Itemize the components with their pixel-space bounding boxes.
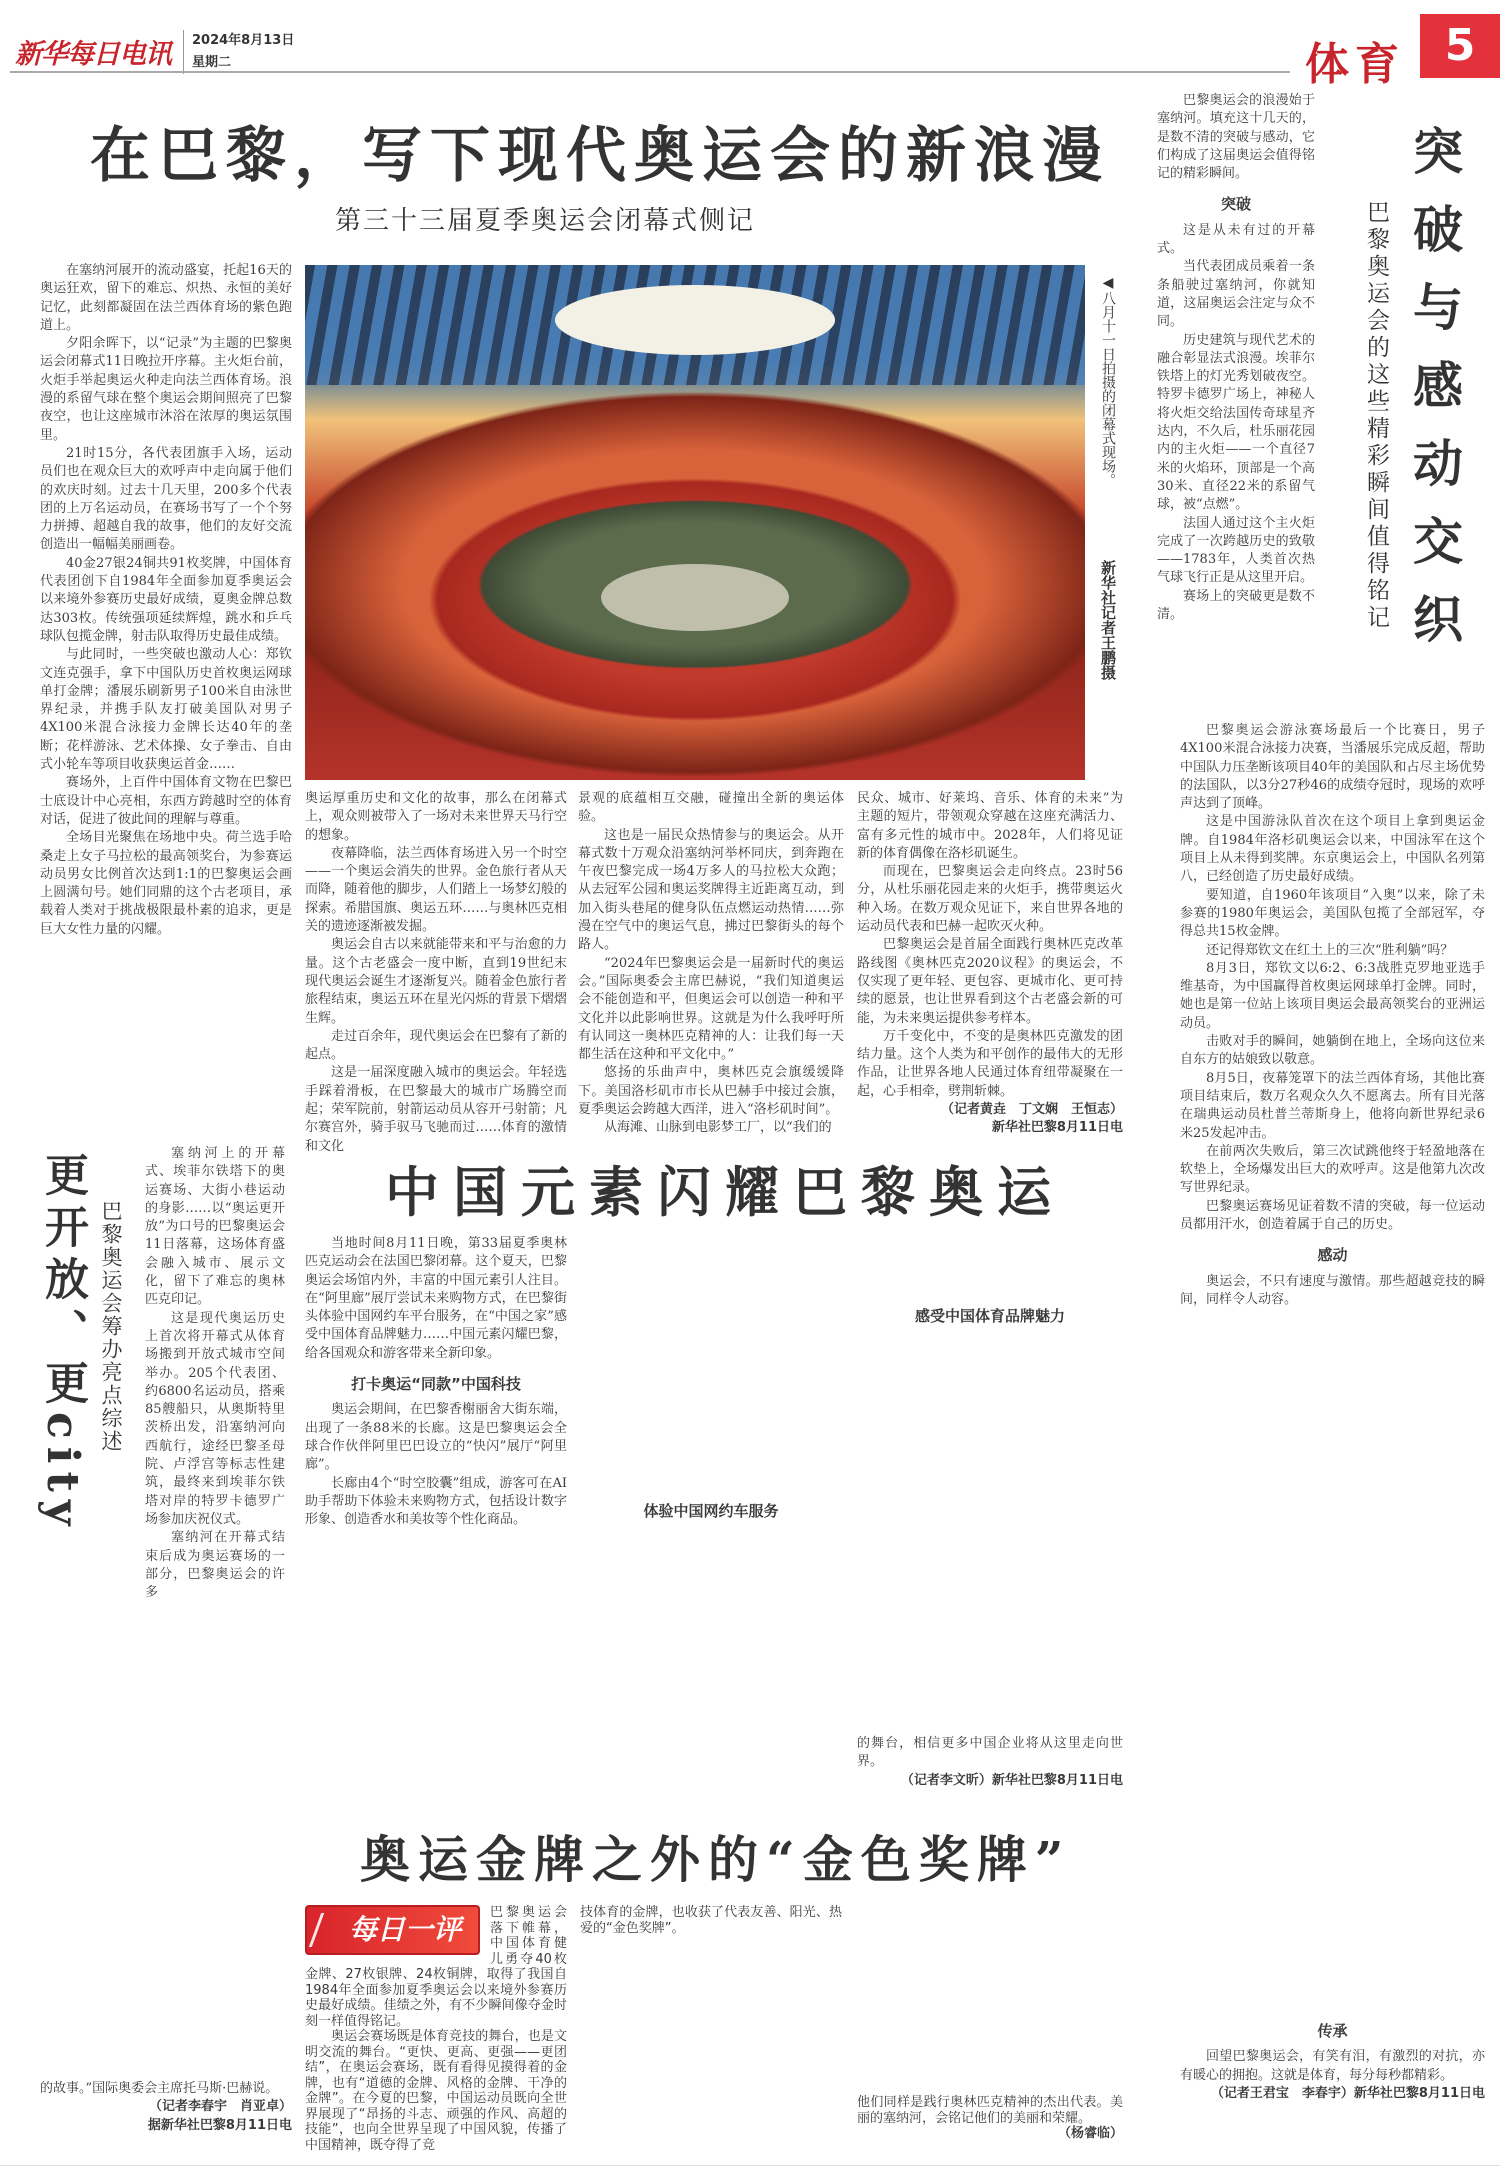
header-rule: [10, 71, 1290, 73]
paragraph: 赛场上的突破更是数不清。: [1157, 588, 1315, 623]
paragraph: 这是中国游泳队首次在这个项目上拿到奥运金牌。自1984年洛杉矶奥运会以来，中国泳军在这个项目上从未得到奖牌。东京奥运会上，中国队名列第八，已经创造了历史最好成绩。: [1180, 814, 1485, 885]
paragraph: “2024年巴黎奥运会是一届新时代的奥运会。”国际奥委会主席巴赫说，“我们知道奥运会不能创造和平，但奥运会可以创造一种和平文化并以此影响世界。这就是为什么我呼吁所有认同这一奥林匹克精神的人：让我们每一天都生活在这种和平文化中。”: [578, 955, 844, 1063]
paragraph: 与此同时，一些突破也激动人心：郑钦文连克强手，拿下中国队历史首枚奥运网球单打金牌；潘展乐刷新男子100米自由泳世界纪录，并携手队友打破美国队对男子4X100米混合泳接力金牌长达40年的垄断；花样游泳、艺术体操、女子拳击、自由式小轮车等项目收获奥运首金……: [40, 647, 292, 773]
paragraph: 在前两次失败后，第三次试跳他终于轻盈地落在软垫上，全场爆发出巨大的欢呼声。这是他第九次改写世界纪录。: [1180, 1143, 1485, 1196]
paragraph: 奥运会期间，在巴黎香榭丽舍大街东端，出现了一条88米的长廊。这是巴黎奥运会全球合作伙伴阿里巴巴设立的“快闪”展厅“阿里廊”。: [305, 1402, 567, 1473]
paragraph: 这也是一届民众热情参与的奥运会。从开幕式数十万观众沿塞纳河举杯同庆，到奔跑在午夜巴黎完成一场4万多人的马拉松大众跑；从去冠军公园和奥运奖牌得主近距离互动，到加入街头巷尾的健身队伍点燃运动热情……弥漫在空气中的奥运气息，拂过巴黎街头的每个路人。: [578, 827, 844, 953]
paragraph: 奥运厚重历史和文化的故事，那么在闭幕式上，观众则被带入了一场对未来世界天马行空的想象。: [305, 791, 567, 843]
commentary-column-1: [305, 1905, 567, 2153]
paragraph: 回望巴黎奥运会，有笑有泪，有激烈的对抗，亦有暖心的拥抱。这就是体育，每分每秒都精彩。: [1180, 2049, 1485, 2083]
closing-ceremony-photo: [305, 265, 1085, 780]
paragraph: 这是一届深度融入城市的奥运会。年轻选手踩着滑板，在巴黎最大的城市广场腾空而起；荣军院前，射箭运动员从容开弓射箭；凡尔赛宫外，骑手驭马飞驰而过……体育的激情和文化: [305, 1065, 567, 1154]
daily-commentary-badge: [305, 1905, 480, 1955]
subhead: 传承: [1317, 2022, 1348, 2040]
paragraph: 从海滩、山脉到电影梦工厂，以“我们的: [604, 1120, 832, 1136]
paragraph: 击败对手的瞬间，她躺倒在地上，全场向这位来自东方的姑娘致以敬意。: [1180, 1034, 1485, 1068]
photo-caption: ◀八月十一日拍摄的闭幕式现场。: [1100, 275, 1116, 487]
paragraph: 塞纳河在开幕式结束后成为奥运赛场的一部分，巴黎奥运会的许多: [145, 1530, 285, 1601]
right-feature-title: 突破与感动交织: [1405, 125, 1464, 671]
paragraph: 赛场外，上百件中国体育文物在巴黎巴士底设计中心亮相，东西方跨越时空的体育对话，促进了彼此间的理解与尊重。: [40, 775, 292, 827]
paragraph: 塞纳河上的开幕式、埃菲尔铁塔下的奥运赛场、大街小巷运动的身影……以“奥运更开放”为口号的巴黎奥运会11日落幕，这场体育盛会融入城市、展示文化，留下了难忘的奥林匹克印记。: [145, 1146, 285, 1308]
paragraph: 长廊由4个“时空胶囊”组成，游客可在AI助手帮助下体验未来购物方式，包括设计数字形象、创造香水和美妆等个性化商品。: [305, 1475, 567, 1528]
weekday: 星期二: [192, 55, 232, 70]
paragraph: 还记得郑钦文在红土上的三次“胜利躺”吗？: [1206, 942, 1454, 958]
subhead: 体验中国网约车服务: [643, 1502, 779, 1520]
lead-column-2: [305, 790, 567, 1156]
byline: （记者李文昕）新华社巴黎8月11日电: [900, 1772, 1123, 1788]
paragraph: 这是现代奥运历史上首次将开幕式从体育场搬到开放式城市空间举办。205个代表团、约6800名运动员，搭乘85艘船只，从奥斯特里茨桥出发，沿塞纳河向西航行，途经巴黎圣母院、卢浮宫等标志性建筑，最终来到埃菲尔铁塔对岸的特罗卡德罗广场参加庆祝仪式。: [145, 1310, 285, 1527]
right-feature-lower: [1180, 722, 1485, 1309]
paragraph: 8月3日，郑钦文以6:2、6:3战胜克罗地亚选手维基奇，为中国赢得首枚奥运网球单打金牌。同时，她也是第一位站上该项目奥运会最高领奖台的亚洲运动员。: [1180, 960, 1485, 1031]
city-feature-subtitle: 巴黎奥运会筹办亮点综述: [99, 1200, 123, 1453]
commentary-headline: 奥运金牌之外的“金色奖牌”: [360, 1830, 1072, 1889]
paragraph: 民众、城市、好莱坞、音乐、体育的未来”为主题的短片，带领观众穿越在这座充满活力、富有多元性的城市中。2028年，人们将见证新的体育偶像在洛杉矶诞生。: [857, 791, 1123, 861]
subhead: 打卡奥运“同款”中国科技: [351, 1375, 521, 1394]
paragraph: 巴黎奥运会的浪漫始于塞纳河。填充这十几天的，是数不清的突破与感动，它们构成了这届奥运会值得铭记的精彩瞬间。: [1157, 93, 1315, 182]
subhead: 突破: [1220, 195, 1251, 214]
page-bottom-rule: [0, 2165, 1500, 2166]
byline: （记者黄垚 丁文娴 王恒志）: [940, 1102, 1123, 1118]
china-column-1: [305, 1235, 567, 1529]
paragraph: 奥运会，不只有速度与激情。那些超越竞技的瞬间，同样令人动容。: [1180, 1273, 1485, 1307]
paragraph: 巴黎奥运赛场见证着数不清的突破，每一位运动员都用汗水，创造着属于自己的历史。: [1180, 1198, 1485, 1233]
badge-label: 每日一评: [349, 1913, 462, 1946]
paragraph: 全场目光聚焦在场地中央。荷兰选手哈桑走上女子马拉松的最高领奖台，为参赛运动员男女比例首次达到1:1的巴黎奥运会画上圆满句号。她们同鼎的这个古老项目，承载着人类对于挑战极限最朴素的追求，更是巨大女性力量的闪耀。: [40, 830, 292, 937]
lead-column-3: [578, 790, 844, 1138]
lead-subheadline: 第三十三届夏季奥运会闭幕式侧记: [335, 206, 756, 236]
city-feature-title: 更开放、更city: [37, 1152, 88, 1534]
paragraph: 巴黎奥运会是首届全面践行奥林匹克改革路线图《奥林匹克2020议程》的奥运会，不仅实现了更年轻、更包容、更城市化、更可持续的愿景，也让世界看到这个古老盛会新的可能，为未来奥运提供参考样本。: [857, 937, 1123, 1026]
lead-headline: 在巴黎，写下现代奥运会的新浪漫: [90, 121, 1110, 191]
paragraph: 技体育的金牌，也收获了代表友善、阳光、热爱的“金色奖牌”。: [580, 1905, 842, 1936]
paragraph: 巴黎奥运会游泳赛场最后一个比赛日，男子4X100米混合泳接力决赛，当潘展乐完成反超，帮助中国队力压垄断该项目40年的美国队和占尽主场优势的法国队，以3分27秒46的成绩夺冠时，现场的欢呼声达到了顶峰。: [1180, 723, 1485, 812]
paragraph: 历史建筑与现代艺术的融合彰显法式浪漫。埃菲尔铁塔上的灯光秀划破夜空。特罗卡德罗广场上，神秘人将火炬交给法国传奇球星齐达内，不久后，杜乐丽花园内的主火炬——一个直径7米的火焰环，顶部是一个高30米、直径22米的系留气球，被“点燃”。: [1157, 332, 1315, 513]
section-label: 体育: [1305, 39, 1405, 90]
page-number: 5: [1420, 14, 1500, 78]
photo-credit: 新华社记者王鹏摄: [1099, 560, 1117, 680]
subhead: 感受中国体育品牌魅力: [914, 1307, 1065, 1325]
china-column-3-end: [857, 1735, 1123, 1790]
date: 2024年8月13日: [192, 33, 295, 48]
paragraph: 巴黎奥运会落下帷幕，中国体育健儿勇夺40枚金牌、27枚银牌、24枚铜牌，取得了我国自1984年全面参加夏季奥运会以来境外参赛历史最好成绩。佳绩之外，有不少瞬间像夺金时刻一样值得铭记。: [305, 1905, 567, 2029]
paragraph: 要知道，自1960年该项目“入奥”以来，除了未参赛的1980年奥运会，美国队包揽了全部冠军，夺得总共15枚金牌。: [1180, 887, 1485, 940]
paragraph: 当代表团成员乘着一条条船驶过塞纳河，你就知道，这届奥运会注定与众不同。: [1157, 259, 1315, 330]
paragraph: 走过百余年，现代奥运会在巴黎有了新的起点。: [305, 1028, 567, 1063]
china-column-2: [580, 1490, 842, 1528]
paragraph: 而现在，巴黎奥运会走向终点。23时56分，从杜乐丽花园走来的火炬手，携带奥运火种入场。在数万观众见证下，来自世界各地的运动员代表和巴赫一起吹灭火种。: [857, 864, 1123, 935]
byline: （杨睿临）: [1057, 2126, 1123, 2141]
pen-icon: [309, 1913, 345, 1947]
issue-date: [183, 30, 294, 74]
subhead: 感动: [1317, 1246, 1348, 1265]
paragraph: 的故事。”国际奥委会主席托马斯·巴赫说。: [40, 2081, 279, 2096]
right-feature-upper: [1157, 92, 1315, 624]
paragraph: 奥运会自古以来就能带来和平与治愈的力量。这个古老盛会一度中断，直到19世纪末现代奥运会诞生才逐渐复兴。随着金色旅行者旅程结束，奥运五环在星光闪烁的背景下熠熠生辉。: [305, 937, 567, 1026]
paragraph: 40金27银24铜共91枚奖牌，中国体育代表团创下自1984年全面参加夏季奥运会以来境外参赛历史最好成绩，夏奥金牌总数达303枚。传统强项延续辉煌，跳水和乒乓球队包揽金牌，射击队取得历史最佳成绩。: [40, 555, 292, 644]
paragraph: 的舞台，相信更多中国企业将从这里走向世界。: [857, 1736, 1123, 1770]
city-feature-text: [145, 1145, 285, 1602]
china-headline: 中国元素闪耀巴黎奥运: [385, 1160, 1065, 1224]
paragraph: 法国人通过这个主火炬完成了一次跨越历史的致敬——1783年，人类首次热气球飞行正是从这里开启。: [1157, 515, 1315, 586]
masthead-logo: [15, 32, 171, 71]
paragraph: 8月5日，夜幕笼罩下的法兰西体育场，其他比赛项目结束后，数万名观众久久不愿离去。所有目光落在瑞典运动员杜普兰蒂斯身上，他将向新世界纪录6米25发起冲击。: [1180, 1070, 1485, 1141]
byline: （记者王君宝 李春宇）新华社巴黎8月11日电: [1210, 2085, 1485, 2101]
paragraph: 奥运会赛场既是体育竞技的舞台，也是文明交流的舞台。“更快、更高、更强——更团结”，在奥运会赛场，既有看得见摸得着的金牌，也有“道德的金牌、风格的金牌、干净的金牌”。在今夏的巴黎，中国运动员既向全世界展现了“昂扬的斗志、顽强的作风、高超的技能”，也向全世界呈现了中国风貌，传播了中国精神，既夺得了竞: [305, 2029, 567, 2153]
paragraph: 21时15分，各代表团旗手入场，运动员们也在观众巨大的欢呼声中走向属于他们的欢庆时刻。过去十几天里，200多个代表团的上万名运动员，在赛场书写了一个个努力拼搏、超越自我的故事，他们的友好交流创造出一幅幅美丽画卷。: [40, 445, 292, 553]
china-column-3: [857, 1295, 1123, 1333]
paragraph: 在塞纳河展开的流动盛宴，托起16天的奥运狂欢，留下的难忘、炽热、永恒的美好记忆，此刻都凝固在法兰西体育场的紫色跑道上。: [40, 263, 292, 333]
commentary-column-3-end: [857, 2095, 1123, 2142]
paragraph: 万千变化中，不变的是奥林匹克激发的团结力量。这个人类为和平创作的最伟大的无形作品，让世界各地人民通过体育纽带凝聚在一起，心手相牵，劈荆斩棘。: [857, 1028, 1123, 1099]
dateline: 新华社巴黎8月11日电: [991, 1120, 1123, 1136]
commentary-column-2: [580, 1905, 842, 1936]
paragraph: 他们同样是践行奥林匹克精神的杰出代表。美丽的塞纳河，会铭记他们的美丽和荣耀。: [857, 2095, 1123, 2126]
lead-column-4: [857, 790, 1123, 1138]
paragraph: 悠扬的乐曲声中，奥林匹克会旗缓缓降下。美国洛杉矶市市长从巴赫手中接过会旗，夏季奥运会跨越大西洋，进入“洛杉矶时间”。: [578, 1065, 844, 1118]
byline: （记者李春宇 肖亚卓）: [148, 2099, 292, 2115]
paragraph: 夜幕降临，法兰西体育场进入另一个时空——一个奥运会消失的世界。金色旅行者从天而降，随着他的脚步，人们踏上一场梦幻般的探索。希腊国旗、奥运五环……与奥林匹克相关的遗迹逐渐被发掘。: [305, 845, 567, 935]
right-feature-subtitle: 巴黎奥运会的这些精彩瞬间值得铭记: [1363, 200, 1389, 632]
lead-column-1: [40, 262, 292, 939]
right-feature-end: [1180, 2010, 1485, 2103]
logo-text: 新华每日电讯: [15, 39, 171, 70]
paragraph: 夕阳余晖下，以“记录”为主题的巴黎奥运会闭幕式11日晚拉开序幕。主火炬台前，火炬手举起奥运火种走向法兰西体育场。浪漫的系留气球在整个奥运会期间照亮了巴黎夜空，也让这座城市沐浴在浓厚的奥运氛围里。: [40, 336, 292, 443]
paragraph: 景观的底蕴相互交融，碰撞出全新的奥运体验。: [578, 791, 844, 825]
city-feature-end: [40, 2080, 292, 2135]
paragraph: 这是从未有过的开幕式。: [1157, 222, 1315, 257]
dateline: 据新华社巴黎8月11日电: [147, 2117, 292, 2133]
paragraph: 当地时间8月11日晚，第33届夏季奥林匹克运动会在法国巴黎闭幕。这个夏天，巴黎奥运会场馆内外，丰富的中国元素引人注目。在“阿里廊”展厅尝试未来购物方式，在巴黎街头体验中国网约车平台服务，在“中国之家”感受中国体育品牌魅力……中国元素闪耀巴黎，给各国观众和游客带来全新印象。: [305, 1236, 567, 1361]
